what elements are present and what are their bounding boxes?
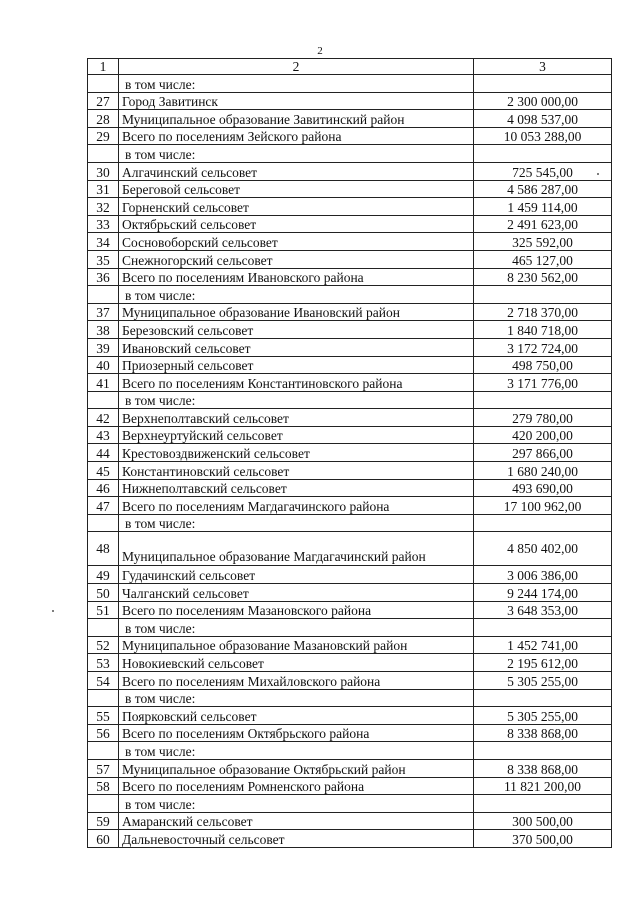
row-name: Всего по поселениям Ивановского района: [119, 268, 474, 286]
header-col-2: 2: [119, 59, 474, 75]
row-number: 51: [88, 601, 119, 619]
row-amount: 5 305 255,00: [474, 672, 612, 690]
row-number: 37: [88, 303, 119, 321]
row-name: Верхнеполтавский сельсовет: [119, 409, 474, 427]
row-name: в том числе:: [119, 689, 474, 707]
row-number: 47: [88, 497, 119, 515]
row-name: в том числе:: [119, 286, 474, 304]
subheader-row: [88, 619, 612, 637]
row-amount: 297 866,00: [474, 444, 612, 462]
row-number: 55: [88, 707, 119, 725]
row-name: Всего по поселениям Октябрьского района: [119, 724, 474, 742]
row-number: 30: [88, 162, 119, 180]
row-amount: 17 100 962,00: [474, 497, 612, 515]
row-number: [88, 689, 119, 707]
row-number: 28: [88, 110, 119, 128]
table-row: [88, 601, 612, 619]
row-amount: 420 200,00: [474, 426, 612, 444]
row-number: 29: [88, 127, 119, 145]
row-amount: 11 821 200,00: [474, 777, 612, 795]
row-name: Новокиевский сельсовет: [119, 654, 474, 672]
row-name: Муниципальное образование Ивановский район: [119, 303, 474, 321]
table-row: [88, 532, 612, 566]
row-number: [88, 742, 119, 760]
row-number: 52: [88, 636, 119, 654]
row-name: Всего по поселениям Константиновского района: [119, 374, 474, 392]
header-col-3: 3: [474, 59, 612, 75]
scan-speck: [52, 610, 54, 612]
row-name: Березовский сельсовет: [119, 321, 474, 339]
row-amount: 3 648 353,00: [474, 601, 612, 619]
row-amount: 465 127,00: [474, 250, 612, 268]
row-amount: 1 680 240,00: [474, 462, 612, 480]
table-row: [88, 566, 612, 584]
row-name: Всего по поселениям Зейского района: [119, 127, 474, 145]
row-number: 34: [88, 233, 119, 251]
row-amount: 8 338 868,00: [474, 724, 612, 742]
table-row: [88, 759, 612, 777]
row-amount: 8 230 562,00: [474, 268, 612, 286]
table-row: [88, 250, 612, 268]
table-row: [88, 444, 612, 462]
table-row: [88, 303, 612, 321]
row-name: Гудачинский сельсовет: [119, 566, 474, 584]
row-amount: 3 006 386,00: [474, 566, 612, 584]
row-amount: 4 850 402,00: [474, 532, 612, 566]
row-number: 60: [88, 830, 119, 848]
row-amount: [474, 689, 612, 707]
row-amount: 370 500,00: [474, 830, 612, 848]
row-number: 43: [88, 426, 119, 444]
row-number: 54: [88, 672, 119, 690]
header-col-1: 1: [88, 59, 119, 75]
row-number: 27: [88, 92, 119, 110]
page-number: 2: [317, 45, 323, 57]
row-name: Муниципальное образование Октябрьский район: [119, 759, 474, 777]
row-number: 39: [88, 338, 119, 356]
budget-table: [87, 58, 612, 848]
row-amount: 493 690,00: [474, 479, 612, 497]
subheader-row: [88, 75, 612, 93]
row-amount: 9 244 174,00: [474, 584, 612, 602]
row-amount: 8 338 868,00: [474, 759, 612, 777]
table-row: [88, 426, 612, 444]
table-row: [88, 233, 612, 251]
table-row: [88, 268, 612, 286]
table-row: [88, 215, 612, 233]
table-row: [88, 92, 612, 110]
row-number: 31: [88, 180, 119, 198]
row-amount: 2 491 623,00: [474, 215, 612, 233]
subheader-row: [88, 742, 612, 760]
row-number: 36: [88, 268, 119, 286]
row-number: 38: [88, 321, 119, 339]
table-row: [88, 777, 612, 795]
row-number: 41: [88, 374, 119, 392]
row-name: в том числе:: [119, 391, 474, 409]
row-number: 50: [88, 584, 119, 602]
row-number: [88, 514, 119, 532]
table-row: [88, 707, 612, 725]
row-number: 53: [88, 654, 119, 672]
row-number: 44: [88, 444, 119, 462]
row-number: 49: [88, 566, 119, 584]
row-number: [88, 145, 119, 163]
table-row: [88, 584, 612, 602]
row-amount: [474, 742, 612, 760]
scan-speck: [597, 173, 599, 175]
row-number: 35: [88, 250, 119, 268]
row-number: 59: [88, 812, 119, 830]
table-row: [88, 672, 612, 690]
row-amount: 725 545,00: [474, 162, 612, 180]
row-amount: [474, 391, 612, 409]
row-name: Всего по поселениям Мазановского района: [119, 601, 474, 619]
row-number: [88, 795, 119, 813]
row-name: Всего по поселениям Ромненского района: [119, 777, 474, 795]
row-amount: 4 586 287,00: [474, 180, 612, 198]
row-number: [88, 391, 119, 409]
row-amount: [474, 75, 612, 93]
table-row: [88, 409, 612, 427]
row-number: 46: [88, 479, 119, 497]
row-name: Всего по поселениям Михайловского района: [119, 672, 474, 690]
table-row: [88, 180, 612, 198]
row-name: Муниципальное образование Мазановский район: [119, 636, 474, 654]
row-number: 48: [88, 532, 119, 566]
subheader-row: [88, 145, 612, 163]
row-name: Крестовоздвиженский сельсовет: [119, 444, 474, 462]
row-name: в том числе:: [119, 145, 474, 163]
row-number: 57: [88, 759, 119, 777]
row-name: Снежногорский сельсовет: [119, 250, 474, 268]
row-amount: 1 840 718,00: [474, 321, 612, 339]
row-name: Дальневосточный сельсовет: [119, 830, 474, 848]
row-amount: 2 300 000,00: [474, 92, 612, 110]
row-amount: 498 750,00: [474, 356, 612, 374]
row-name: в том числе:: [119, 619, 474, 637]
row-name: Поярковский сельсовет: [119, 707, 474, 725]
row-name: Сосновоборский сельсовет: [119, 233, 474, 251]
row-amount: 2 718 370,00: [474, 303, 612, 321]
table-row: [88, 479, 612, 497]
row-number: 32: [88, 198, 119, 216]
table-row: [88, 830, 612, 848]
row-amount: 2 195 612,00: [474, 654, 612, 672]
row-name: Константиновский сельсовет: [119, 462, 474, 480]
row-amount: 3 171 776,00: [474, 374, 612, 392]
row-name: в том числе:: [119, 75, 474, 93]
row-amount: [474, 619, 612, 637]
subheader-row: [88, 795, 612, 813]
table-row: [88, 321, 612, 339]
subheader-row: [88, 689, 612, 707]
subheader-row: [88, 391, 612, 409]
row-number: 56: [88, 724, 119, 742]
row-name: Нижнеполтавский сельсовет: [119, 479, 474, 497]
row-name: Муниципальное образование Завитинский район: [119, 110, 474, 128]
table-row: [88, 127, 612, 145]
row-name: Береговой сельсовет: [119, 180, 474, 198]
table-row: [88, 110, 612, 128]
table-row: [88, 198, 612, 216]
row-amount: 279 780,00: [474, 409, 612, 427]
row-name: Муниципальное образование Магдагачинский район: [119, 532, 474, 566]
row-amount: [474, 145, 612, 163]
row-amount: 300 500,00: [474, 812, 612, 830]
row-amount: 10 053 288,00: [474, 127, 612, 145]
row-number: 42: [88, 409, 119, 427]
row-name: Верхнеуртуйский сельсовет: [119, 426, 474, 444]
table-row: [88, 636, 612, 654]
table-row: [88, 338, 612, 356]
row-amount: [474, 795, 612, 813]
row-name: в том числе:: [119, 514, 474, 532]
row-name: Приозерный сельсовет: [119, 356, 474, 374]
row-name: Горненский сельсовет: [119, 198, 474, 216]
row-amount: 1 452 741,00: [474, 636, 612, 654]
row-amount: [474, 286, 612, 304]
table-row: [88, 724, 612, 742]
row-name: в том числе:: [119, 742, 474, 760]
row-number: 45: [88, 462, 119, 480]
row-number: [88, 619, 119, 637]
row-amount: 1 459 114,00: [474, 198, 612, 216]
row-name: Чалганский сельсовет: [119, 584, 474, 602]
table-row: [88, 812, 612, 830]
row-number: 40: [88, 356, 119, 374]
row-amount: [474, 514, 612, 532]
row-amount: 325 592,00: [474, 233, 612, 251]
row-amount: 4 098 537,00: [474, 110, 612, 128]
row-number: [88, 286, 119, 304]
row-name: Амаранский сельсовет: [119, 812, 474, 830]
table-row: [88, 497, 612, 515]
row-amount: 3 172 724,00: [474, 338, 612, 356]
row-name: Ивановский сельсовет: [119, 338, 474, 356]
table-row: [88, 162, 612, 180]
row-number: 58: [88, 777, 119, 795]
row-name: Город Завитинск: [119, 92, 474, 110]
row-name: Алгачинский сельсовет: [119, 162, 474, 180]
row-name: в том числе:: [119, 795, 474, 813]
row-amount: 5 305 255,00: [474, 707, 612, 725]
subheader-row: [88, 514, 612, 532]
table-row: [88, 462, 612, 480]
row-name: Всего по поселениям Магдагачинского района: [119, 497, 474, 515]
table-header-row: [88, 59, 612, 75]
table-row: [88, 374, 612, 392]
subheader-row: [88, 286, 612, 304]
row-name: Октябрьский сельсовет: [119, 215, 474, 233]
table-row: [88, 654, 612, 672]
table-row: [88, 356, 612, 374]
row-number: [88, 75, 119, 93]
row-number: 33: [88, 215, 119, 233]
table-body: [88, 59, 612, 848]
